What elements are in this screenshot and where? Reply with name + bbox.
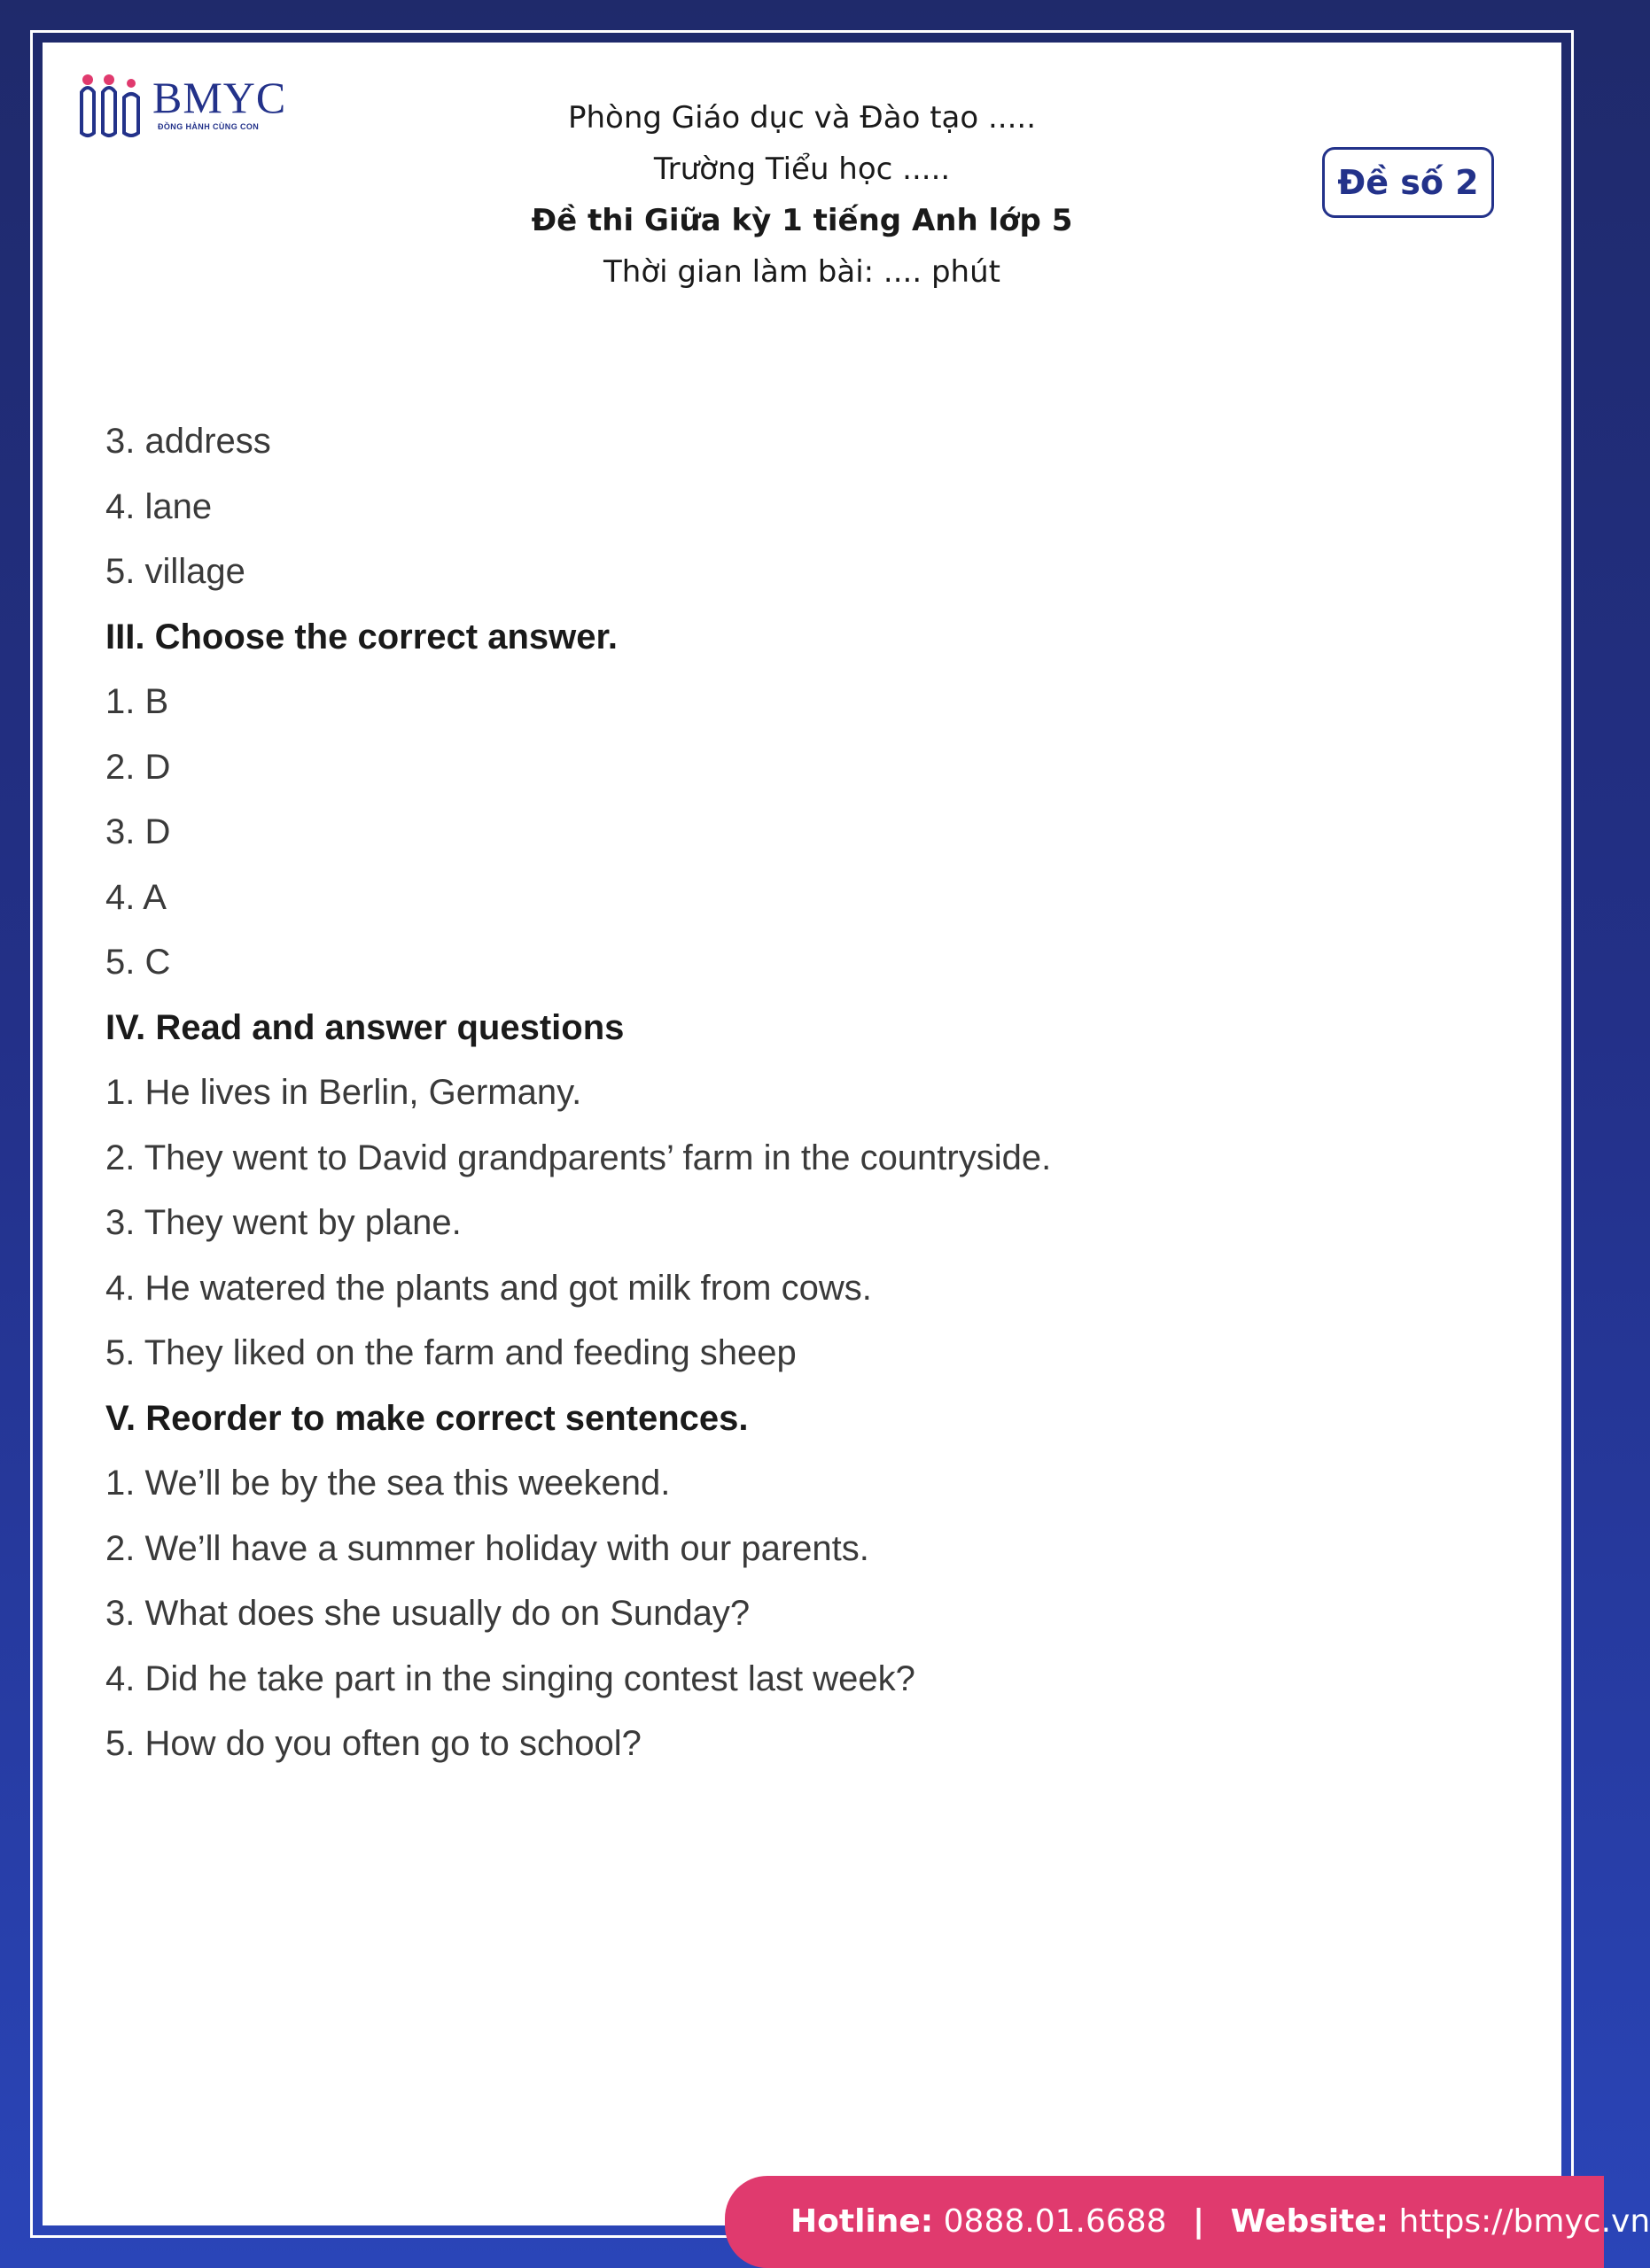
- answer-line: 5. C: [105, 943, 171, 982]
- answer-line: 5. They liked on the farm and feeding sheep: [105, 1333, 797, 1372]
- answer-line: 3. What does she usually do on Sunday?: [105, 1594, 751, 1633]
- answer-line: 1. He lives in Berlin, Germany.: [105, 1073, 582, 1112]
- answer-line: 4. lane: [105, 486, 213, 526]
- hotline-label: Hotline:: [790, 2203, 934, 2240]
- time-line: Thời gian làm bài: .... phút: [603, 254, 1000, 290]
- contact-footer: [725, 2176, 1650, 2268]
- answer-line: 3. address: [105, 422, 271, 461]
- answer-content: [105, 409, 1435, 1777]
- answer-line: 2. They went to David grandparents’ farm in the countryside.: [105, 1138, 1052, 1177]
- answer-line: 5. How do you often go to school?: [105, 1724, 642, 1763]
- brand-tagline: ĐỒNG HÀNH CÙNG CON: [158, 122, 260, 131]
- hotline-number[interactable]: 0888.01.6688: [943, 2203, 1167, 2240]
- exam-title: Đề thi Giữa kỳ 1 tiếng Anh lớp 5: [531, 203, 1073, 238]
- section-heading: III. Choose the correct answer.: [105, 617, 618, 656]
- answer-line: 4. A: [105, 877, 167, 917]
- answer-line: 4. He watered the plants and got milk from cows.: [105, 1268, 872, 1308]
- section-heading: V. Reorder to make correct sentences.: [105, 1398, 749, 1438]
- answer-line: 4. Did he take part in the singing contest last week?: [105, 1658, 915, 1698]
- brand-name: BMYC: [152, 73, 287, 122]
- answer-line: 2. We’ll have a summer holiday with our parents.: [105, 1528, 869, 1568]
- website-link[interactable]: https://bmyc.vn: [1398, 2203, 1650, 2240]
- answer-line: 1. We’ll be by the sea this weekend.: [105, 1464, 671, 1503]
- website-label: Website:: [1230, 2203, 1389, 2240]
- department-line: Phòng Giáo dục và Đào tạo .....: [567, 100, 1037, 136]
- answer-line: 3. D: [105, 812, 171, 851]
- answer-line: 2. D: [105, 747, 171, 787]
- answer-line: 1. B: [105, 682, 169, 721]
- document-page: [43, 43, 1561, 2225]
- footer-separator: |: [1193, 2203, 1205, 2240]
- answer-line: 5. village: [105, 552, 245, 591]
- answer-line: 3. They went by plane.: [105, 1203, 462, 1242]
- school-line: Trường Tiểu học .....: [653, 151, 951, 187]
- exam-number-badge: Đề số 2: [1322, 147, 1494, 218]
- section-heading: IV. Read and answer questions: [105, 1007, 625, 1047]
